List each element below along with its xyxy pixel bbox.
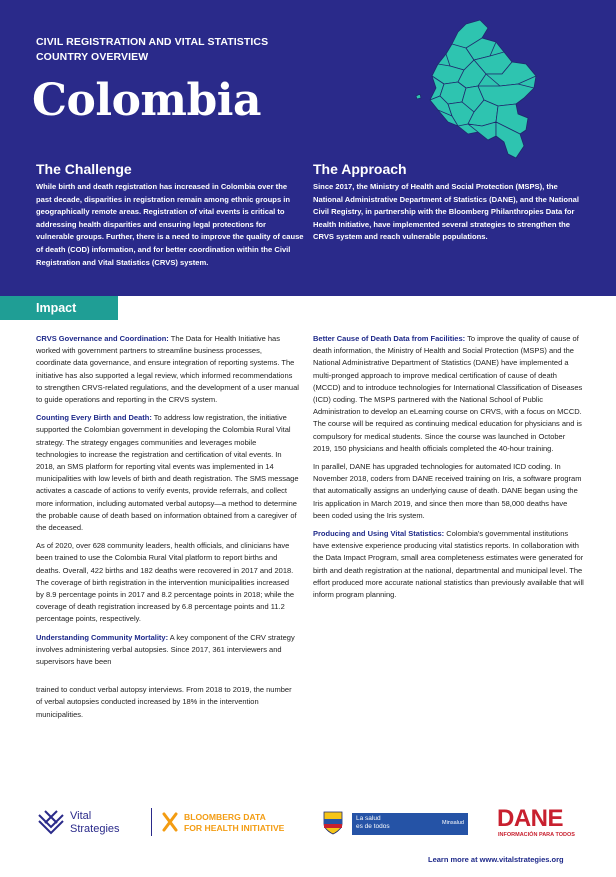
- paragraph-text: Colombia's governmental institutions have extensive experience producing vital statistics reports. In collaboration with the Data Impact Program, small area completeness estimates were generated for birth and death registration at the national, departmental and municipal level. The effort produced more accurate national statistics than previously available that will inform program planning.: [313, 529, 584, 600]
- impact-heading: Impact: [36, 301, 77, 315]
- bloomberg-data-wordmark: [184, 812, 284, 834]
- minsalud-slogan-line-2: es de todos: [356, 823, 390, 830]
- paragraph-lead: Better Cause of Death Data from Facilities:: [313, 334, 466, 343]
- minsalud-banner: [352, 813, 468, 835]
- impact-paragraph: [36, 540, 299, 625]
- impact-left-column: [36, 333, 299, 727]
- impact-paragraph: [313, 461, 585, 522]
- paragraph-lead: Producing and Using Vital Statistics:: [313, 529, 445, 539]
- header-banner: [0, 0, 616, 296]
- vital-strategies-wordmark: [70, 810, 120, 836]
- impact-paragraph: [313, 528, 585, 601]
- vital-strategies-line-1: Vital: [70, 810, 92, 822]
- colombia-shield-icon: [322, 810, 344, 836]
- eyebrow-line-2: COUNTRY OVERVIEW: [36, 51, 149, 63]
- paragraph-text: In parallel, DANE has upgraded technologies for automated ICD coding. In November 2018, coders from DANE received training on Iris, a software program that automatically assigns an underlying cause of death. DANE began using the Iris application in March 2019, and since then more than 58,000 deaths have been coded using the Iris system.: [313, 462, 582, 520]
- minsalud-slogan: [356, 815, 390, 831]
- bloomberg-line-2: FOR HEALTH INITIATIVE: [184, 823, 285, 833]
- impact-right-column: [313, 333, 585, 607]
- paragraph-gap: [36, 674, 299, 684]
- vital-strategies-line-2: Strategies: [70, 823, 120, 835]
- paragraph-text: To improve the quality of cause of death information, the Ministry of Health and Social Protection (MSPS) and the National Administrative Department of Statistics (DANE) have implemented a multi-pronged approach to improve medical certification of cause of death (MCCD) and to introduce technologies for International Classification of Diseases (ICD) coding. The MSPS partnered with the National School of Public Administration to develop an eLearning course on CRVS, with a focus on MCCD. The course will be required as continuing medical education for physicians and is compulsory for medical students. Since the course was launched in October 2019, 150 physicians and health officials completed the 40-hour training.: [313, 334, 583, 453]
- impact-paragraph: [36, 632, 299, 669]
- paragraph-text: As of 2020, over 628 community leaders, health officials, and clinicians have been trained to use the Colombia Rural Vital platform to report births and deaths. Overall, 422 births and 182 deaths were recovered in 2017 and 2018. The coverage of birth registration in the intervention municipalities increased by 8.9 percentage points in 2017 and 8.2 percentage points in 2018; while the coverage of death registration increased by 6.8 percentage points and 11.2 percentage points, respectively.: [36, 541, 295, 624]
- country-title: Colombia: [32, 75, 261, 126]
- vital-strategies-logo: [36, 807, 136, 839]
- paragraph-lead: CRVS Governance and Coordination:: [36, 334, 169, 343]
- impact-paragraph: [36, 412, 299, 534]
- paragraph-text: To address low registration, the initiative supported the Colombian government in developing the Colombia Rural Vital strategy. The strategy engages communities and leverages mobile technologies to increase the registration and certification of vital events. In 2018, an SMS platform for reporting vital events was implemented in 14 municipalities with low levels of birth and death registration. The SMS message activates a cascade of actions to verify events, provide referrals, and collect more information, including automated verbal autopsy—a method to determine the probable cause of death based on information obtained from a caregiver of the deceased.: [36, 413, 299, 533]
- minsalud-tag: Minsalud: [441, 820, 464, 826]
- bloomberg-line-1: BLOOMBERG DATA: [184, 812, 266, 822]
- challenge-text: While birth and death registration has increased in Colombia over the past decade, disparities in registration remain among ethnic groups in geographically remote areas. Registration of vital events is critical to addressing health disparities and ensuring legal protections for vulnerable groups. Further, there is a need to improve the quality of cause of death (COD) information, and for better coordination within the Civil Registration and Vital Statistics (CRVS) system.: [36, 182, 304, 267]
- bloomberg-x-mark-icon: [162, 811, 178, 833]
- impact-paragraph: [36, 333, 299, 406]
- paragraph-lead: Counting Every Birth and Death:: [36, 413, 152, 423]
- bloomberg-data-logo: [162, 811, 292, 837]
- approach-text: Since 2017, the Ministry of Health and Social Protection (MSPS), the National Administrative Department of Statistics (DANE), and the National Civil Registry, in partnership with the Bloomberg Philanthropies Data for Health Initiative, have implemented several strategies to strengthen the CRVS system and reach vulnerable populations.: [313, 182, 579, 242]
- learn-more-link[interactable]: Learn more at www.vitalstrategies.org: [428, 855, 564, 864]
- paragraph-text: The Data for Health Initiative has worked with government partners to streamline business processes, coordinate data governance, and ensure integration of reporting systems. The initiative has also supported a legal review, which informed recommendations to strengthen CRVS-related regulations, and the development of a user manual to guide operations and reporting in the CRVS system.: [36, 334, 299, 405]
- impact-paragraph: [36, 684, 299, 721]
- dane-logo: [497, 807, 582, 839]
- logo-divider: [151, 808, 152, 836]
- vital-strategies-mark-icon: [36, 807, 66, 837]
- paragraph-lead: Understanding Community Mortality:: [36, 632, 169, 642]
- paragraph-text: A key component of the CRV strategy involves administering verbal autopsies. Since 2017, 361 interviewers and supervisors have been: [36, 632, 295, 667]
- challenge-heading: The Challenge: [36, 161, 132, 177]
- colombia-map-icon: [408, 18, 558, 168]
- impact-paragraph: [313, 333, 585, 455]
- report-eyebrow: [36, 35, 268, 65]
- footer: [0, 795, 616, 877]
- approach-heading: The Approach: [313, 161, 407, 177]
- paragraph-text: trained to conduct verbal autopsy interviews. From 2018 to 2019, the number of verbal autopsies conducted increased by 18% in the intervention municipalities.: [36, 685, 292, 719]
- minsalud-slogan-line-1: La salud: [356, 815, 381, 822]
- eyebrow-line-1: CIVIL REGISTRATION AND VITAL STATISTICS: [36, 36, 269, 48]
- dane-tagline: INFORMACIÓN PARA TODOS: [498, 832, 575, 838]
- minsalud-logo: [322, 810, 472, 838]
- dane-wordmark: DANE: [497, 805, 564, 832]
- impact-heading-bar: [0, 296, 118, 320]
